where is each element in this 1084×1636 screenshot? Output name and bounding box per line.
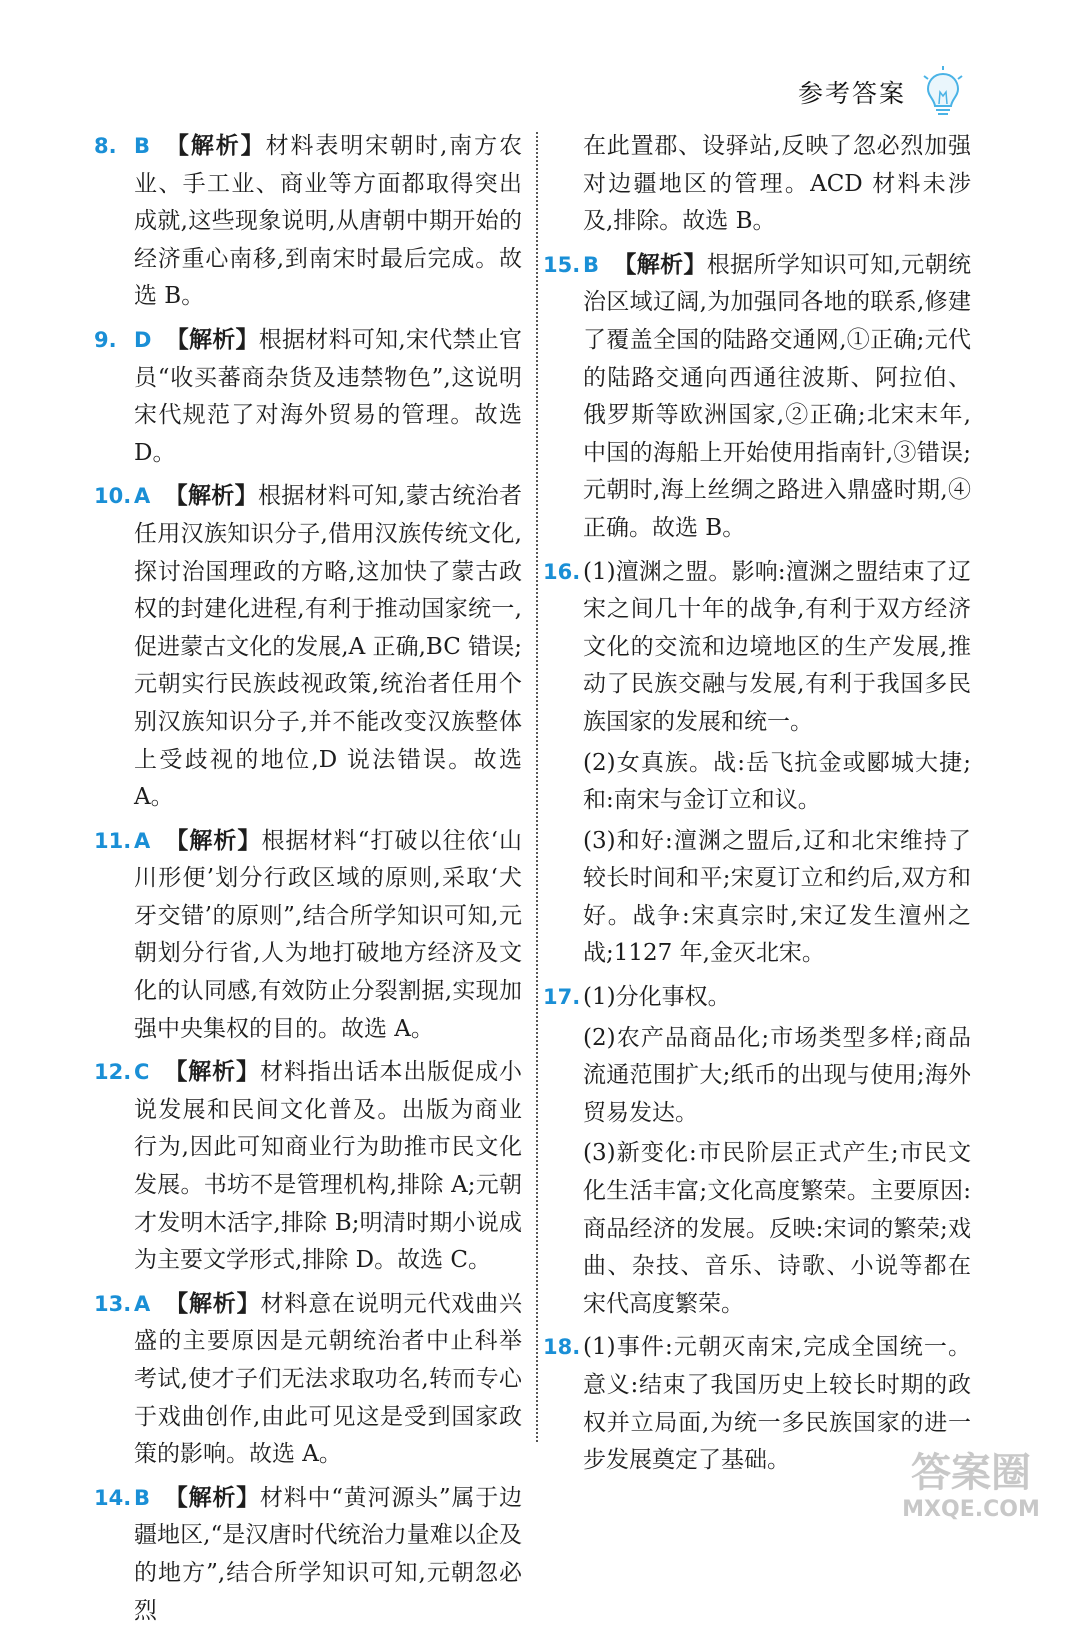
answer-item-9 [94,322,522,472]
answer-item-12 [94,1054,523,1280]
answer-item-8 [94,128,523,316]
answer-part: (2)农产品商品化;市场类型多样;商品流通范围扩大;纸币的出现与使用;海外贸易发达。 [583,1024,971,1126]
answer-choice: B [134,1485,151,1510]
left-column [94,128,523,1636]
answer-choice: C [134,1060,150,1085]
column-divider [536,132,538,1442]
analysis-text: 根据材料可知,蒙古统治者任用汉族知识分子,借用汉族传统文化,探讨治国理政的方略,这加快了蒙古政权的封建化进程,有利于推动国家统一,促进蒙古文化的发展,A 正确,BC 错误;元朝实行民族歧视政策,统治者任用个别汉族知识分子,并不能改变汉族整体上受歧视的地位,D 说法错误。故选 A。 [134,483,523,811]
question-number: 18. [543,1335,581,1360]
answer-part: (2)女真族。战:岳飞抗金或郾城大捷;和:南宋与金订立和议。 [583,749,971,814]
analysis-tag: 【解析】 [163,1059,260,1086]
answer-item-14-continued [551,128,971,241]
analysis-tag: 【解析】 [613,251,707,278]
answer-choice: D [134,327,152,352]
analysis-text: 材料中“黄河源头”属于边疆地区,“是汉唐时代统治力量难以企及的地方”,结合所学知识可知,元朝忽必烈 [134,1484,522,1624]
lightbulb-icon [920,66,966,118]
question-number: 15. [543,252,581,277]
answer-choice: A [134,828,151,853]
answer-item-17 [543,979,971,1323]
question-number: 12. [94,1060,132,1085]
question-number: 14. [94,1485,132,1510]
header-title: 参考答案 [797,79,906,108]
answer-part: (1)事件:元朝灭南宋,完成全国统一。意义:结束了我国历史上较长时期的政权并立局面,为统一多民族国家的进一步发展奠定了基础。 [583,1334,971,1474]
analysis-text: 材料意在说明元代戏曲兴盛的主要原因是元朝统治者中止科举考试,使才子们无法求取功名,转而专心于戏曲创作,由此可见这是受到国家政策的影响。故选 A。 [134,1290,523,1468]
answer-choice: B [583,252,600,277]
answer-item-10 [94,478,523,816]
answer-item-16 [543,554,971,974]
watermark-text: 答案圈 [911,1450,1031,1496]
analysis-tag: 【解析】 [164,483,258,510]
continued-text: 在此置郡、设驿站,反映了忽必烈加强对边疆地区的管理。ACD 材料未涉及,排除。故选 B。 [583,133,971,235]
analysis-tag: 【解析】 [165,326,259,353]
answer-part: (1)澶渊之盟。影响:澶渊之盟结束了辽宋之间几十年的战争,有利于双方经济文化的交流和边境地区的生产发展,推动了民族交融与发展,有利于我国多民族国家的发展和统一。 [583,558,971,735]
analysis-tag: 【解析】 [164,1290,261,1317]
answer-part: (1)分化事权。 [583,984,731,1011]
analysis-text: 根据材料可知,宋代禁止官员“收买蕃商杂货及违禁物色”,这说明宋代规范了对海外贸易的管理。故选 D。 [134,326,522,466]
analysis-tag: 【解析】 [164,827,262,854]
answer-item-15 [543,247,972,548]
answer-choice: A [134,484,151,509]
right-column [543,128,972,1486]
question-number: 13. [94,1291,132,1316]
question-number: 10. [94,484,132,509]
watermark-domain: MXQE.COM [902,1497,1040,1522]
answer-item-13 [94,1286,523,1474]
answer-choice: B [134,134,151,158]
analysis-tag: 【解析】 [164,1484,260,1511]
answer-choice: A [134,1291,151,1316]
analysis-text: 根据所学知识可知,元朝统治区域辽阔,为加强同各地的联系,修建了覆盖全国的陆路交通网,①正确;元代的陆路交通向西通往波斯、阿拉伯、俄罗斯等欧洲国家,②正确;北宋末年,中国的海船上开始使用指南针,③错误;元朝时,海上丝绸之路进入鼎盛时期,④正确。故选 B。 [583,251,972,541]
watermark-logo [886,1444,1056,1522]
question-number: 16. [543,559,581,584]
analysis-text: 根据材料“打破以往依‘山川形便’划分行政区域的原则,采取‘犬牙交错’的原则”,结合所学知识可知,元朝划分行省,人为地打破地方经济及文化的认同感,有效防止分裂割据,实现加强中央集权的目的。故选 A。 [134,827,523,1042]
analysis-tag: 【解析】 [164,133,266,159]
question-number: 8. [94,134,117,158]
question-number: 17. [543,985,581,1010]
analysis-text: 材料指出话本出版促成小说发展和民间文化普及。出版为商业行为,因此可知商业行为助推市民文化发展。书坊不是管理机构,排除 A;元朝才发明木活字,排除 B;明清时期小说成为主要文学形式,排除 D。故选 C。 [134,1059,523,1274]
answer-part: (3)新变化:市民阶层正式产生;市民文化生活丰富;文化高度繁荣。主要原因:商品经济的发展。反映:宋词的繁荣;戏曲、杂技、音乐、诗歌、小说等都在宋代高度繁荣。 [583,1140,971,1317]
question-number: 11. [94,828,132,853]
analysis-text: 材料表明宋朝时,南方农业、手工业、商业等方面都取得突出成就,这些现象说明,从唐朝中期开始的经济重心南移,到南宋时最后完成。故选 B。 [134,133,523,310]
question-number: 9. [94,327,117,352]
answer-item-14 [94,1480,522,1630]
answer-item-11 [94,823,523,1049]
answer-part: (3)和好:澶渊之盟后,辽和北宋维持了较长时间和平;宋夏订立和约后,双方和好。战争:宋真宗时,宋辽发生澶州之战;1127 年,金灭北宋。 [583,827,971,967]
